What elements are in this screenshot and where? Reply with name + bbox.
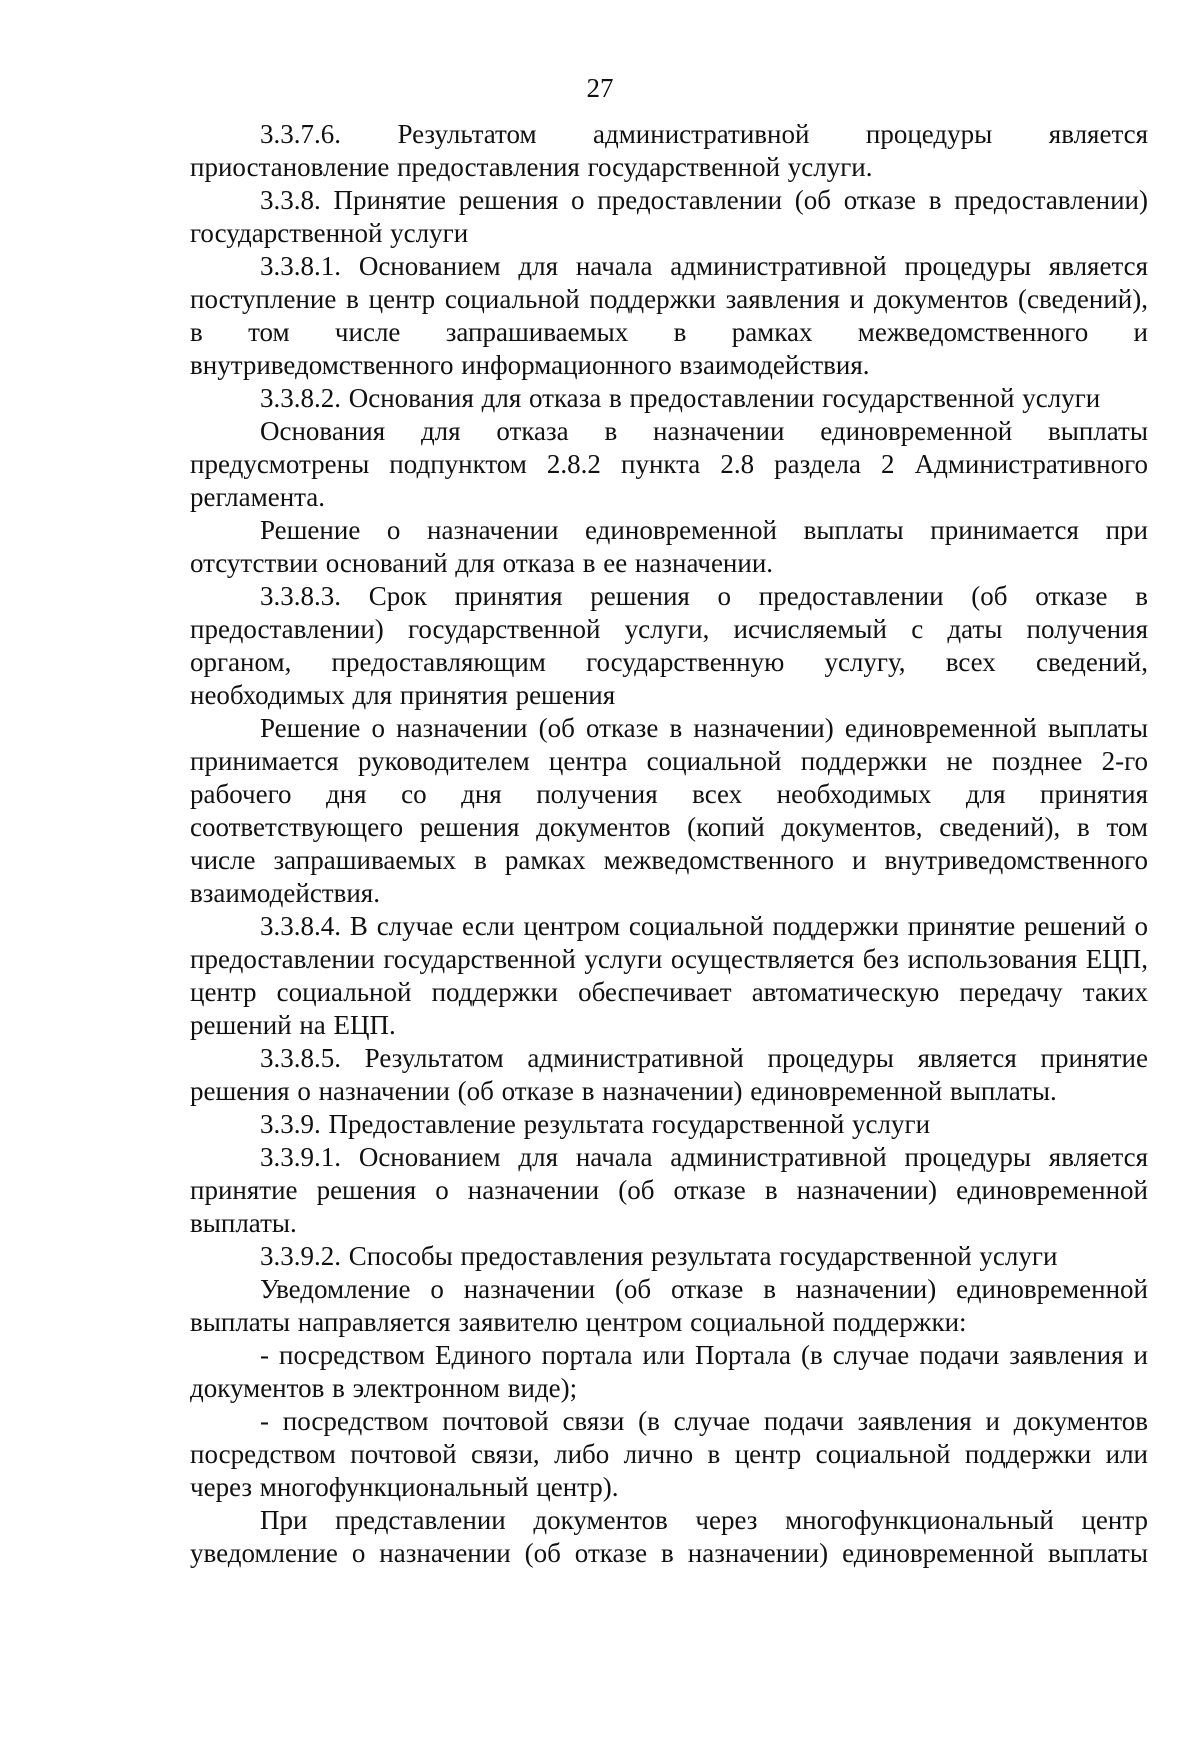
paragraph-mfc-delivery: При представлении документов через многофункциональный центр уведомление о назначении (об отказе в назначении) единовременной выплаты [190, 1505, 1148, 1568]
paragraph-3-3-8-5: 3.3.8.5. Результатом административной процедуры является принятие решения о назначении (об отказе в назначении) единовременной выплаты. [190, 1043, 1148, 1106]
paragraph-3-3-8-1: 3.3.8.1. Основанием для начала административной процедуры является поступление в центр социальной поддержки заявления и документов (сведений), в том числе запрашиваемых в рамках межведомственного и внутриведомственного информационного взаимодействия. [190, 251, 1148, 380]
page-number: 27 [586, 73, 614, 103]
paragraph-notification: Уведомление о назначении (об отказе в назначении) единовременной выплаты направляется заявителю центром социальной поддержки: [190, 1274, 1148, 1337]
paragraph-3-3-8-2: 3.3.8.2. Основания для отказа в предоставлении государственной услуги [260, 383, 1101, 413]
paragraph-decision-conditions: Решение о назначении единовременной выплаты принимается при отсутствии оснований для отказа в ее назначении. [190, 515, 1148, 578]
paragraph-3-3-9-2: 3.3.9.2. Способы предоставления результата государственной услуги [260, 1241, 1058, 1271]
paragraph-3-3-8-4: 3.3.8.4. В случае если центром социальной поддержки принятие решений о предоставлении государственной услуги осуществляется без использования ЕЦП, центр социальной поддержки обеспечивает автоматическую передачу таких решений на ЕЦП. [190, 911, 1148, 1040]
list-item-portal: - посредством Единого портала или Портала (в случае подачи заявления и документов в электронном виде); [190, 1340, 1148, 1403]
section-heading-3-3-8: 3.3.8. Принятие решения о предоставлении (об отказе в предоставлении) государственной услуги [190, 185, 1148, 248]
paragraph-3-3-7-6: 3.3.7.6. Результатом административной процедуры является приостановление предоставления государственной услуги. [190, 119, 1148, 182]
list-item-postal: - посредством почтовой связи (в случае подачи заявления и документов посредством почтовой связи, либо лично в центр социальной поддержки или через многофункциональный центр). [190, 1406, 1148, 1502]
section-heading-3-3-9: 3.3.9. Предоставление результата государственной услуги [260, 1109, 931, 1139]
paragraph-3-3-8-3: 3.3.8.3. Срок принятия решения о предоставлении (об отказе в предоставлении) государственной услуги, исчисляемый с даты получения органом, предоставляющим государственную услугу, всех сведений, необходимых для принятия решения [190, 581, 1148, 710]
document-body [190, 118, 1148, 1570]
paragraph-decision-deadline: Решение о назначении (об отказе в назначении) единовременной выплаты принимается руководителем центра социальной поддержки не позднее 2-го рабочего дня со дня получения всех необходимых для принятия соответствующего решения документов (копий документов, сведений), в том числе запрашиваемых в рамках межведомственного и внутриведомственного взаимодействия. [190, 713, 1148, 908]
paragraph-refusal-grounds: Основания для отказа в назначении единовременной выплаты предусмотрены подпунктом 2.8.2 пункта 2.8 раздела 2 Административного регламента. [190, 416, 1148, 512]
paragraph-3-3-9-1: 3.3.9.1. Основанием для начала административной процедуры является принятие решения о назначении (об отказе в назначении) единовременной выплаты. [190, 1142, 1148, 1238]
